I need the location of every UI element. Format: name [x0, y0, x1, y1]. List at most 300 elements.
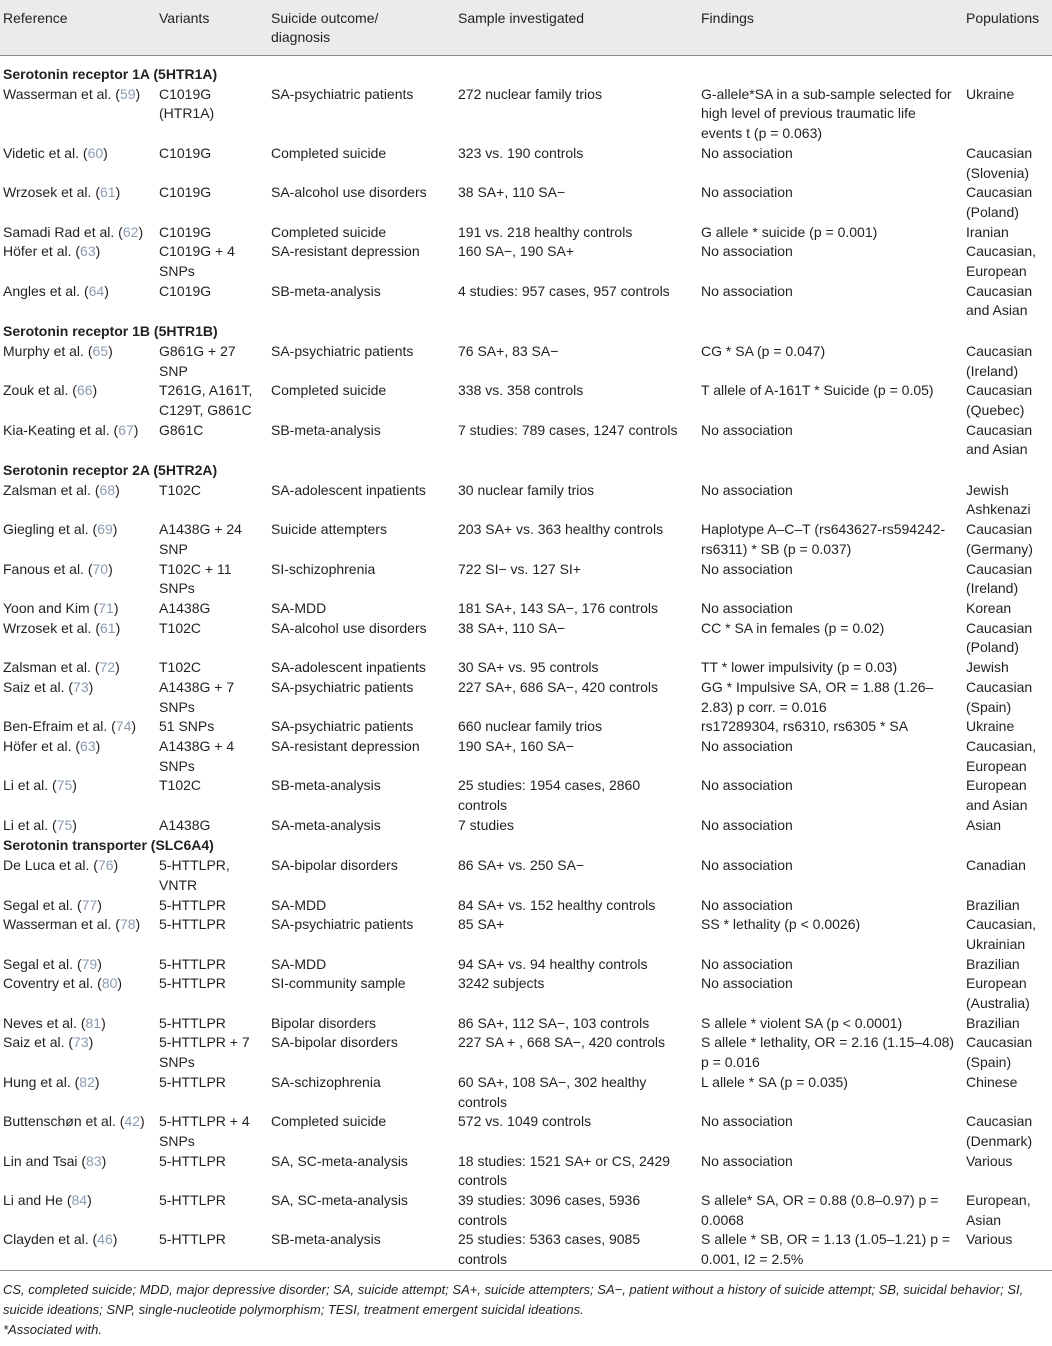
findings-cell: TT * lower impulsivity (p = 0.03)	[701, 659, 898, 676]
reference-cell: Lin and Tsai (83)	[3, 1152, 107, 1169]
reference-cell: Yoon and Kim (71)	[3, 599, 119, 616]
table-row	[0, 1073, 1052, 1112]
variants-cell: 5-HTTLPR, VNTR	[159, 857, 230, 893]
findings-cell: No association	[701, 777, 793, 794]
outcome-cell: SA-schizophrenia	[271, 1073, 381, 1090]
sample-cell: 38 SA+, 110 SA−	[458, 184, 566, 201]
variants-cell: C1019G + 4 SNPs	[159, 243, 235, 280]
citation-link[interactable]: 64	[88, 282, 105, 299]
citation-link[interactable]: 69	[97, 521, 113, 538]
population-cell: Various	[966, 1231, 1013, 1248]
findings-cell: No association	[701, 737, 793, 754]
variants-cell: 5-HTTLPR	[159, 1152, 226, 1169]
table-row	[0, 856, 1052, 895]
population-cell: Ukraine	[966, 85, 1015, 102]
citation-link[interactable]: 61	[100, 619, 116, 636]
variants-cell: A1438G + 4 SNPs	[159, 737, 235, 774]
reference-cell: Saiz et al. (73)	[3, 1034, 94, 1051]
outcome-cell: SI-schizophrenia	[271, 560, 376, 577]
section-heading-row	[0, 835, 1052, 856]
findings-cell: No association	[701, 560, 793, 577]
citation-link[interactable]: 75	[56, 816, 73, 833]
reference-authors: Saiz et al.	[3, 1034, 65, 1051]
variants-cell: G861C	[159, 421, 204, 438]
variants-cell: G861G + 27 SNP	[159, 342, 236, 379]
citation-link[interactable]: 63	[80, 243, 96, 260]
sample-cell: 60 SA+, 108 SA−, 302 healthy controls	[458, 1073, 647, 1110]
citation-link[interactable]: 68	[99, 481, 116, 498]
table-row	[0, 144, 1052, 183]
table-row	[0, 421, 1052, 460]
population-cell: Jewish Ashkenazi	[966, 481, 1031, 518]
citation-link[interactable]: 71	[98, 599, 114, 616]
sample-cell: 660 nuclear family trios	[458, 718, 602, 735]
table-row	[0, 520, 1052, 559]
outcome-cell: SA-adolescent inpatients	[271, 659, 426, 676]
reference-authors: Li et al.	[3, 777, 49, 794]
population-cell: Brazilian	[966, 955, 1020, 972]
variants-cell: T102C	[159, 481, 202, 498]
findings-cell: No association	[701, 144, 793, 161]
variants-cell: 5-HTTLPR	[159, 955, 226, 972]
outcome-cell: SA-bipolar disorders	[271, 857, 398, 874]
outcome-cell: SA-psychiatric patients	[271, 678, 414, 695]
reference-authors: Li et al.	[3, 816, 49, 833]
findings-cell: rs17289304, rs6310, rs6305 * SA	[701, 718, 909, 735]
reference-authors: Zalsman et al.	[3, 659, 91, 676]
reference-cell: Murphy et al. (65)	[3, 342, 113, 359]
findings-cell: No association	[701, 599, 793, 616]
reference-authors: Li and He	[3, 1192, 63, 1209]
reference-authors: Wrzosek et al.	[3, 184, 92, 201]
asterisk-note: *Associated with.	[3, 1321, 102, 1337]
reference-cell: Ben-Efraim et al. (74)	[3, 718, 137, 735]
sample-cell: 86 SA+, 112 SA−, 103 controls	[458, 1014, 650, 1031]
outcome-cell: Completed suicide	[271, 1113, 387, 1130]
variants-cell: T102C	[159, 659, 202, 676]
findings-cell: No association	[701, 282, 793, 299]
variants-cell: C1019G	[159, 223, 212, 240]
findings-cell: No association	[701, 421, 793, 438]
citation-link[interactable]: 62	[122, 223, 139, 240]
population-cell: Caucasian (Ireland)	[966, 342, 1033, 379]
findings-cell: CG * SA (p = 0.047)	[701, 342, 826, 359]
variants-cell: T102C	[159, 619, 202, 636]
findings-cell: L allele * SA (p = 0.035)	[701, 1073, 848, 1090]
table-row	[0, 915, 1052, 954]
table-row	[0, 183, 1052, 222]
citation-link[interactable]: 73	[73, 678, 89, 695]
outcome-cell: SA-MDD	[271, 896, 327, 913]
sample-cell: 323 vs. 190 controls	[458, 144, 584, 161]
sample-cell: 84 SA+ vs. 152 healthy controls	[458, 896, 656, 913]
citation-link[interactable]: 63	[80, 737, 96, 754]
findings-cell: GG * Impulsive SA, OR = 1.88 (1.26–2.83) p corr. = 0.016	[701, 678, 934, 715]
sample-cell: 30 SA+ vs. 95 controls	[458, 659, 599, 676]
population-cell: Canadian	[966, 857, 1026, 874]
sample-cell: 94 SA+ vs. 94 healthy controls	[458, 955, 648, 972]
variants-cell: 5-HTTLPR	[159, 1231, 226, 1248]
section-title: Serotonin receptor 1A (5HTR1A)	[3, 66, 218, 82]
population-cell: Caucasian and Asian	[966, 282, 1033, 319]
reference-cell: Zouk et al. (66)	[3, 382, 98, 399]
citation-link[interactable]: 42	[124, 1113, 140, 1130]
sample-cell: 85 SA+	[458, 916, 505, 933]
table-row	[0, 619, 1052, 658]
table-body	[0, 56, 1052, 1271]
citation-link[interactable]: 76	[97, 857, 114, 874]
reference-authors: Wasserman et al.	[3, 916, 112, 933]
reference-authors: Wasserman et al.	[3, 85, 112, 102]
reference-authors: Yoon and Kim	[3, 599, 90, 616]
sample-cell: 38 SA+, 110 SA−	[458, 619, 566, 636]
section-title: Serotonin transporter (SLC6A4)	[3, 837, 214, 854]
reference-cell: Zalsman et al. (68)	[3, 481, 120, 498]
table-row	[0, 560, 1052, 599]
population-cell: Ukraine	[966, 718, 1015, 735]
variants-cell: 5-HTTLPR	[159, 896, 226, 913]
outcome-cell: Completed suicide	[271, 144, 387, 161]
outcome-cell: SA-psychiatric patients	[271, 916, 414, 933]
variants-cell: 5-HTTLPR	[159, 975, 226, 992]
table-row	[0, 1014, 1052, 1034]
reference-cell: Coventry et al. (80)	[3, 975, 123, 992]
table-row	[0, 717, 1052, 737]
outcome-cell: SA-psychiatric patients	[271, 85, 414, 102]
variants-cell: C1019G	[159, 184, 212, 201]
findings-cell: No association	[701, 1152, 793, 1169]
reference-cell: Buttenschøn et al. (42)	[3, 1113, 145, 1130]
findings-cell: No association	[701, 975, 793, 992]
outcome-cell: Bipolar disorders	[271, 1014, 377, 1031]
variants-cell: T261G, A161T, C129T, G861C	[159, 382, 253, 418]
table-row	[0, 974, 1052, 1013]
table-row	[0, 816, 1052, 836]
population-cell: Caucasian, European	[966, 737, 1037, 774]
outcome-cell: SA-MDD	[271, 599, 327, 616]
findings-cell: T allele of A-161T * Suicide (p = 0.05)	[701, 382, 934, 399]
population-cell: Caucasian (Poland)	[966, 184, 1033, 220]
citation-link[interactable]: 66	[76, 382, 93, 399]
sample-cell: 4 studies: 957 cases, 957 controls	[458, 282, 670, 299]
outcome-cell: SA-adolescent inpatients	[271, 481, 426, 498]
table-row	[0, 85, 1052, 144]
table-row	[0, 1033, 1052, 1072]
table-row	[0, 1230, 1052, 1270]
table-row	[0, 481, 1052, 520]
reference-cell: Samadi Rad et al. (62)	[3, 223, 144, 240]
reference-cell: Clayden et al. (46)	[3, 1231, 118, 1248]
table-row	[0, 896, 1052, 916]
section-title: Serotonin receptor 1B (5HTR1B)	[3, 323, 218, 340]
citation-link[interactable]: 73	[73, 1034, 89, 1051]
section-title: Serotonin receptor 2A (5HTR2A)	[3, 462, 218, 479]
sample-cell: 572 vs. 1049 controls	[458, 1113, 592, 1130]
reference-cell: Höfer et al. (63)	[3, 737, 101, 754]
reference-authors: Videtic et al.	[3, 144, 80, 161]
outcome-cell: SA, SC-meta-analysis	[271, 1192, 408, 1209]
population-cell: Various	[966, 1152, 1013, 1169]
population-cell: Iranian	[966, 223, 1009, 240]
reference-authors: Höfer et al.	[3, 737, 72, 754]
sample-cell: 30 nuclear family trios	[458, 481, 595, 498]
outcome-cell: SA-resistant depression	[271, 243, 420, 260]
variants-cell: A1438G	[159, 599, 211, 616]
section-heading-row	[0, 321, 1052, 342]
citation-link[interactable]: 83	[86, 1152, 102, 1169]
variants-cell: C1019G	[159, 282, 212, 299]
outcome-cell: SA-resistant depression	[271, 737, 420, 754]
outcome-cell: SA-alcohol use disorders	[271, 619, 427, 636]
reference-authors: Segal et al.	[3, 955, 74, 972]
outcome-cell: Completed suicide	[271, 223, 387, 240]
citation-link[interactable]: 59	[119, 85, 136, 102]
variants-cell: A1438G + 24 SNP	[159, 521, 242, 557]
reference-authors: De Luca et al.	[3, 857, 90, 874]
population-cell: Caucasian (Denmark)	[966, 1113, 1033, 1149]
findings-cell: G-allele*SA in a sub-sample selected for high level of previous traumatic life events t (p = 0.063)	[701, 85, 952, 142]
outcome-cell: SA-MDD	[271, 955, 327, 972]
citation-link[interactable]: 61	[100, 184, 116, 201]
outcome-cell: SA-psychiatric patients	[271, 342, 414, 359]
variants-cell: 5-HTTLPR	[159, 916, 226, 933]
variants-cell: 5-HTTLPR	[159, 1073, 226, 1090]
variants-cell: A1438G	[159, 816, 211, 833]
reference-authors: Samadi Rad et al.	[3, 223, 115, 240]
sample-cell: 203 SA+ vs. 363 healthy controls	[458, 521, 664, 538]
reference-authors: Neves et al.	[3, 1014, 77, 1031]
table-row	[0, 1112, 1052, 1151]
citation-link[interactable]: 67	[118, 421, 134, 438]
outcome-cell: SA-meta-analysis	[271, 816, 381, 833]
reference-authors: Lin and Tsai	[3, 1152, 78, 1169]
population-cell: Brazilian	[966, 896, 1020, 913]
sample-cell: 3242 subjects	[458, 975, 545, 992]
reference-cell: Giegling et al. (69)	[3, 521, 118, 538]
table-row	[0, 282, 1052, 321]
citation-link[interactable]: 82	[79, 1073, 95, 1090]
findings-cell: Haplotype A–C–T (rs643627-rs594242-rs6311) * SB (p = 0.037)	[701, 521, 946, 557]
table-row	[0, 381, 1052, 420]
reference-cell: Wrzosek et al. (61)	[3, 184, 121, 201]
reference-authors: Saiz et al.	[3, 678, 65, 695]
reference-authors: Wrzosek et al.	[3, 619, 92, 636]
citation-link[interactable]: 72	[99, 659, 116, 676]
header-sample: Sample investigated	[458, 10, 585, 26]
table-row	[0, 1191, 1052, 1230]
table-row	[0, 737, 1052, 776]
reference-cell: Segal et al. (79)	[3, 955, 102, 972]
variants-cell: 5-HTTLPR + 4 SNPs	[159, 1113, 250, 1149]
sample-cell: 272 nuclear family trios	[458, 85, 602, 102]
table-row	[0, 955, 1052, 975]
citation-link[interactable]: 78	[119, 916, 136, 933]
reference-cell: Neves et al. (81)	[3, 1014, 106, 1031]
variants-cell: T102C	[159, 777, 202, 794]
findings-cell: No association	[701, 816, 793, 833]
reference-cell: Segal et al. (77)	[3, 896, 102, 913]
population-cell: European and Asian	[966, 777, 1028, 814]
section-heading-row	[0, 56, 1052, 85]
population-cell: Caucasian, Ukrainian	[966, 916, 1037, 952]
sample-cell: 7 studies: 789 cases, 1247 controls	[458, 421, 678, 438]
abbreviations-note: CS, completed suicide; MDD, major depressive disorder; SA, suicide attempt; SA+, suicide attempters; SA−, patient without a history of suicide attempt; SB, suicidal behavior; SI, suicide ideations; SNP, single-nucleotide polymorphism; TESI, treatment emergent suicidal ideations.	[3, 1281, 1024, 1317]
outcome-cell: SB-meta-analysis	[271, 282, 381, 299]
reference-authors: Murphy et al.	[3, 342, 84, 359]
findings-cell: No association	[701, 896, 793, 913]
population-cell: Chinese	[966, 1073, 1018, 1090]
findings-cell: CC * SA in females (p = 0.02)	[701, 619, 885, 636]
citation-link[interactable]: 80	[101, 975, 118, 992]
population-cell: Caucasian (Spain)	[966, 678, 1033, 715]
sample-cell: 190 SA+, 160 SA−	[458, 737, 574, 754]
sample-cell: 76 SA+, 83 SA−	[458, 342, 559, 359]
citation-link[interactable]: 74	[115, 718, 132, 735]
reference-authors: Zouk et al.	[3, 382, 69, 399]
population-cell: Caucasian (Germany)	[966, 521, 1033, 557]
outcome-cell: SB-meta-analysis	[271, 777, 381, 794]
sample-cell: 160 SA−, 190 SA+	[458, 243, 574, 260]
outcome-cell: SI-community sample	[271, 975, 406, 992]
reference-cell: Li et al. (75)	[3, 777, 77, 794]
findings-cell: S allele * violent SA (p < 0.0001)	[701, 1014, 903, 1031]
reference-authors: Fanous et al.	[3, 560, 84, 577]
findings-cell: No association	[701, 481, 793, 498]
outcome-cell: Suicide attempters	[271, 521, 387, 538]
sample-cell: 39 studies: 3096 cases, 5936 controls	[458, 1192, 641, 1228]
variants-cell: 5-HTTLPR	[159, 1014, 226, 1031]
section-heading-row	[0, 460, 1052, 481]
findings-cell: No association	[701, 184, 793, 201]
population-cell: Caucasian (Ireland)	[966, 560, 1033, 597]
population-cell: Caucasian (Poland)	[966, 619, 1033, 656]
variants-cell: T102C + 11 SNPs	[159, 560, 232, 597]
outcome-cell: SA-alcohol use disorders	[271, 184, 427, 201]
population-cell: European, Asian	[966, 1192, 1031, 1228]
population-cell: Jewish	[966, 659, 1009, 676]
reference-authors: Ben-Efraim et al.	[3, 718, 108, 735]
population-cell: Brazilian	[966, 1014, 1020, 1031]
sample-cell: 181 SA+, 143 SA−, 176 controls	[458, 599, 659, 616]
sample-cell: 86 SA+ vs. 250 SA−	[458, 857, 585, 874]
findings-cell: S allele * SB, OR = 1.13 (1.05–1.21) p = 0.001, I2 = 2.5%	[701, 1231, 951, 1268]
citation-link[interactable]: 46	[97, 1231, 113, 1248]
header-outcome: Suicide outcome/ diagnosis	[271, 10, 379, 45]
population-cell: European (Australia)	[966, 975, 1030, 1012]
population-cell: Caucasian (Spain)	[966, 1034, 1033, 1071]
findings-cell: No association	[701, 243, 793, 260]
outcome-cell: SA-psychiatric patients	[271, 718, 414, 735]
sample-cell: 18 studies: 1521 SA+ or CS, 2429 controls	[458, 1152, 671, 1189]
outcome-cell: Completed suicide	[271, 382, 387, 399]
reference-cell: Li et al. (75)	[3, 816, 77, 833]
sample-cell: 227 SA+, 686 SA−, 420 controls	[458, 678, 659, 695]
reference-authors: Buttenschøn et al.	[3, 1113, 116, 1130]
reference-authors: Clayden et al.	[3, 1231, 89, 1248]
table-row	[0, 1152, 1052, 1191]
header-variants: Variants	[159, 10, 210, 26]
outcome-cell: SA, SC-meta-analysis	[271, 1152, 408, 1169]
findings-cell: S allele * lethality, OR = 2.16 (1.15–4.08) p = 0.016	[701, 1034, 955, 1071]
population-cell: Korean	[966, 599, 1012, 616]
table-footnote	[0, 1271, 1043, 1340]
table-row	[0, 342, 1052, 381]
sample-cell: 25 studies: 5363 cases, 9085 controls	[458, 1231, 641, 1268]
sample-cell: 191 vs. 218 healthy controls	[458, 223, 633, 240]
reference-cell: Zalsman et al. (72)	[3, 659, 120, 676]
reference-cell: Höfer et al. (63)	[3, 243, 101, 260]
reference-authors: Zalsman et al.	[3, 481, 91, 498]
reference-authors: Coventry et al.	[3, 975, 94, 992]
citation-link[interactable]: 81	[85, 1014, 102, 1031]
findings-cell: SS * lethality (p < 0.0026)	[701, 916, 861, 933]
reference-cell: Kia-Keating et al. (67)	[3, 421, 139, 438]
variants-cell: 51 SNPs	[159, 718, 215, 735]
reference-cell: Saiz et al. (73)	[3, 678, 94, 695]
reference-cell: Hung et al. (82)	[3, 1073, 100, 1090]
table-row	[0, 223, 1052, 243]
reference-cell: Wrzosek et al. (61)	[3, 619, 121, 636]
header-populations: Populations	[966, 10, 1040, 26]
reference-authors: Angles et al.	[3, 282, 81, 299]
findings-cell: No association	[701, 857, 793, 874]
population-cell: Caucasian, European	[966, 243, 1037, 280]
table-row	[0, 599, 1052, 619]
outcome-cell: SB-meta-analysis	[271, 421, 381, 438]
findings-cell: G allele * suicide (p = 0.001)	[701, 223, 878, 240]
citation-link[interactable]: 70	[92, 560, 109, 577]
citation-link[interactable]: 60	[87, 144, 104, 161]
reference-authors: Hung et al.	[3, 1073, 71, 1090]
variants-cell: 5-HTTLPR	[159, 1192, 226, 1209]
population-cell: Caucasian (Slovenia)	[966, 144, 1033, 181]
findings-cell: No association	[701, 955, 793, 972]
reference-authors: Segal et al.	[3, 896, 74, 913]
table-row	[0, 242, 1052, 281]
header-reference: Reference	[3, 10, 68, 26]
variants-cell: C1019G	[159, 144, 212, 161]
findings-cell: No association	[701, 1113, 793, 1130]
reference-cell: Li and He (84)	[3, 1192, 92, 1209]
reference-authors: Giegling et al.	[3, 521, 89, 538]
citation-link[interactable]: 75	[56, 777, 73, 794]
reference-authors: Höfer et al.	[3, 243, 72, 260]
reference-cell: Fanous et al. (70)	[3, 560, 113, 577]
variants-cell: 5-HTTLPR + 7 SNPs	[159, 1034, 250, 1071]
sample-cell: 722 SI− vs. 127 SI+	[458, 560, 581, 577]
table-header	[0, 0, 1052, 56]
sample-cell: 338 vs. 358 controls	[458, 382, 584, 399]
header-findings: Findings	[701, 10, 754, 26]
population-cell: Caucasian (Quebec)	[966, 382, 1033, 418]
table-row	[0, 678, 1052, 717]
reference-authors: Kia-Keating et al.	[3, 421, 110, 438]
citation-link[interactable]: 84	[71, 1192, 88, 1209]
reference-cell: Videtic et al. (60)	[3, 144, 108, 161]
table-row	[0, 776, 1052, 815]
population-cell: Asian	[966, 816, 1002, 833]
reference-cell: Wasserman et al. (59)	[3, 85, 141, 102]
citation-link[interactable]: 77	[81, 896, 98, 913]
citation-link[interactable]: 79	[81, 955, 98, 972]
sample-cell: 25 studies: 1954 cases, 2860 controls	[458, 777, 641, 814]
citation-link[interactable]: 65	[92, 342, 109, 359]
findings-cell: S allele* SA, OR = 0.88 (0.8–0.97) p = 0.0068	[701, 1192, 939, 1228]
variants-cell: A1438G + 7 SNPs	[159, 678, 235, 715]
variants-cell: C1019G (HTR1A)	[159, 85, 215, 122]
reference-cell: Wasserman et al. (78)	[3, 916, 141, 933]
population-cell: Caucasian and Asian	[966, 421, 1033, 458]
